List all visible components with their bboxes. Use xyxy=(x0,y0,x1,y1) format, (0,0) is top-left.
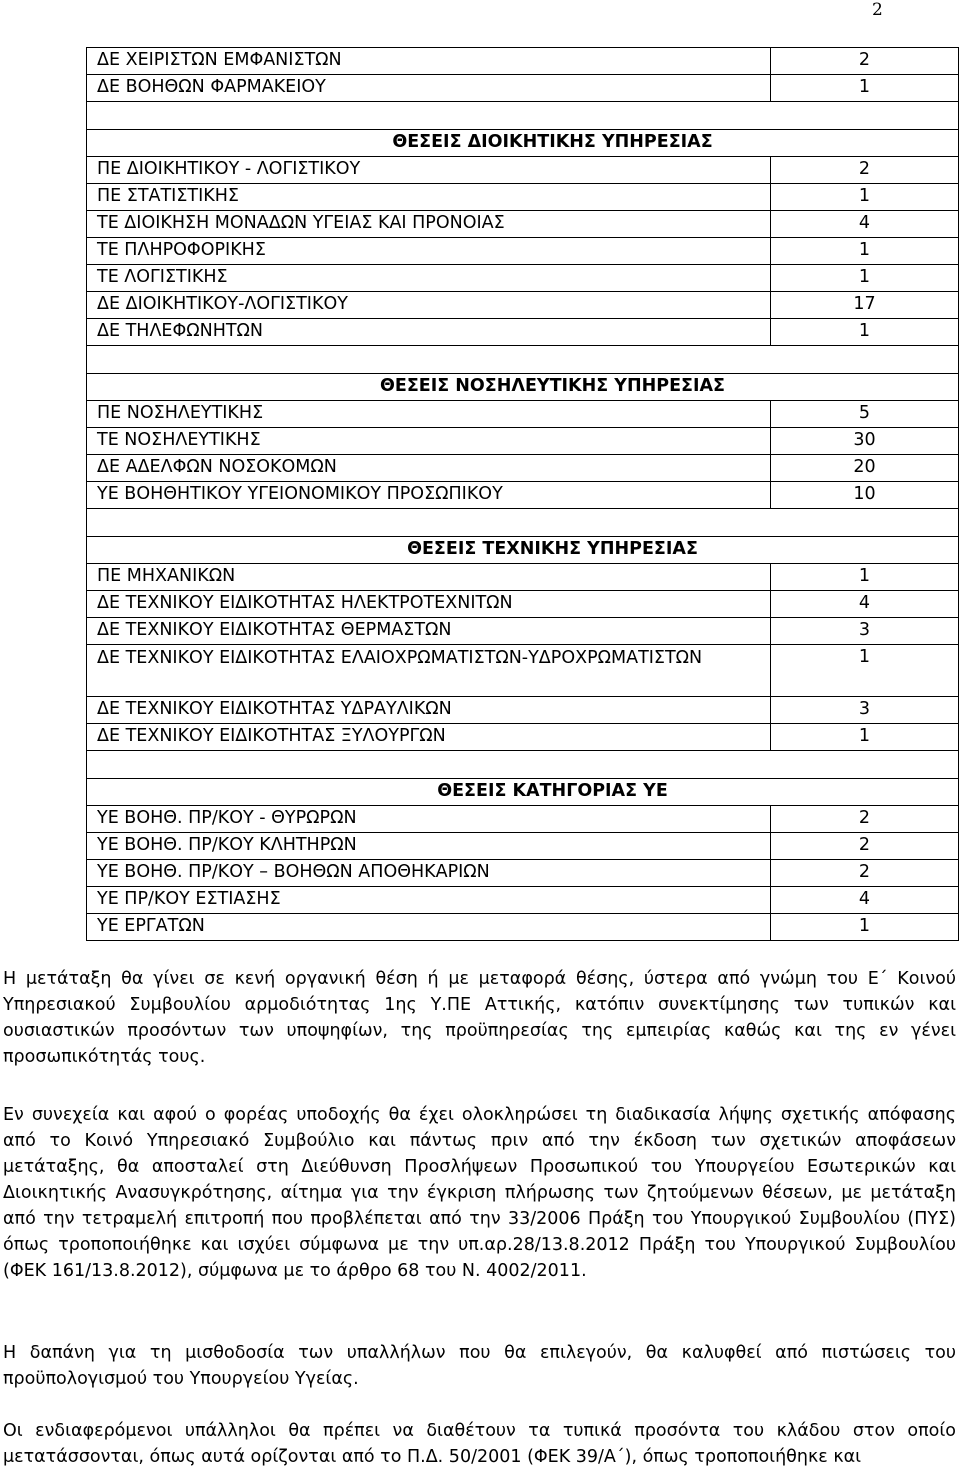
table-row xyxy=(87,887,959,914)
table-row xyxy=(87,319,959,346)
position-count: 1 xyxy=(771,724,959,751)
position-count: 1 xyxy=(771,645,959,697)
position-count: 17 xyxy=(771,292,959,319)
position-count: 2 xyxy=(771,48,959,75)
position-name: ΔΕ ΤΕΧΝΙΚΟΥ ΕΙΔΙΚΟΤΗΤΑΣ ΞΥΛΟΥΡΓΩΝ xyxy=(87,724,771,751)
position-count: 1 xyxy=(771,914,959,941)
table-row xyxy=(87,401,959,428)
position-name: ΥΕ ΒΟΗΘΗΤΙΚΟΥ ΥΓΕΙΟΝΟΜΙΚΟΥ ΠΡΟΣΩΠΙΚΟΥ xyxy=(87,482,771,509)
position-count: 3 xyxy=(771,697,959,724)
section-heading-row xyxy=(87,779,959,806)
position-name: ΤΕ ΔΙΟΙΚΗΣΗ ΜΟΝΑΔΩΝ ΥΓΕΙΑΣ ΚΑΙ ΠΡΟΝΟΙΑΣ xyxy=(87,211,771,238)
table-row xyxy=(87,211,959,238)
position-name: ΔΕ ΒΟΗΘΩΝ ΦΑΡΜΑΚΕΙΟΥ xyxy=(87,75,771,102)
position-count: 4 xyxy=(771,591,959,618)
table-row xyxy=(87,564,959,591)
section-heading-row xyxy=(87,374,959,401)
table-row xyxy=(87,238,959,265)
position-count: 5 xyxy=(771,401,959,428)
paragraph-approval-request: Εν συνεχεία και αφού ο φορέας υποδοχής θα έχει ολοκληρώσει τη διαδικασία λήψης σχετικής απόφασης από το Κοινό Υπηρεσιακό Συμβούλιο και πάντως πριν από την έκδοση των σχετικών αποφάσεων μετάταξης, θα αποσταλεί στη Διεύθυνση Προσλήψεων Προσωπικού του Υπουργείου Εσωτερικών και Διοικητικής Ανασυγκρότησης, αίτημα για την έγκριση πλήρωσης των ζητούμενων θέσεων, με μετάταξη από την τετραμελή επιτροπή που προβλέπεται από την 33/2006 Πράξη του Υπουργικού Συμβουλίου (ΠΥΣ) όπως τροποποιήθηκε και ισχύει σύμφωνα με την υπ.αρ.28/13.8.2012 Πράξη του Υπουργικού Συμβουλίου (ΦΕΚ 161/13.8.2012), σύμφωνα με το άρθρο 68 του Ν. 4002/2011. xyxy=(3,1105,956,1281)
paragraph-transfer-procedure: Η μετάταξη θα γίνει σε κενή οργανική θέση ή με μεταφορά θέσης, ύστερα από γνώμη του Ε΄ Κοινού Υπηρεσιακού Συμβουλίου αρμοδιότητας 1ης Υ.ΠΕ Αττικής, κατόπιν συνεκτίμησης των τυπικών και ουσιαστικών προσόντων των υποψηφίων, της προϋπηρεσίας της εμπειρίας καθώς και της εν γένει προσωπικότητάς τους. xyxy=(3,969,956,1067)
position-name: ΔΕ ΤΕΧΝΙΚΟΥ ΕΙΔΙΚΟΤΗΤΑΣ ΗΛΕΚΤΡΟΤΕΧΝΙΤΩΝ xyxy=(87,591,771,618)
table-row xyxy=(87,75,959,102)
table-row xyxy=(87,292,959,319)
position-count: 1 xyxy=(771,184,959,211)
position-count: 1 xyxy=(771,238,959,265)
position-count: 1 xyxy=(771,319,959,346)
table-row xyxy=(87,645,959,697)
table-row xyxy=(87,860,959,887)
position-count: 1 xyxy=(771,564,959,591)
position-name: ΔΕ ΧΕΙΡΙΣΤΩΝ ΕΜΦΑΝΙΣΤΩΝ xyxy=(87,48,771,75)
position-name: ΤΕ ΝΟΣΗΛΕΥΤΙΚΗΣ xyxy=(87,428,771,455)
spacer-row xyxy=(87,751,959,779)
table-row xyxy=(87,618,959,645)
position-name: ΠΕ ΝΟΣΗΛΕΥΤΙΚΗΣ xyxy=(87,401,771,428)
position-name: ΔΕ ΤΗΛΕΦΩΝΗΤΩΝ xyxy=(87,319,771,346)
position-name: ΥΕ ΒΟΗΘ. ΠΡ/ΚΟΥ - ΘΥΡΩΡΩΝ xyxy=(87,806,771,833)
position-name: ΤΕ ΛΟΓΙΣΤΙΚΗΣ xyxy=(87,265,771,292)
position-name: ΥΕ ΠΡ/ΚΟΥ ΕΣΤΙΑΣΗΣ xyxy=(87,887,771,914)
table-row xyxy=(87,482,959,509)
position-count: 4 xyxy=(771,211,959,238)
section-heading-ye: ΘΕΣΕΙΣ ΚΑΤΗΓΟΡΙΑΣ ΥΕ xyxy=(87,779,959,806)
position-name: ΔΕ ΤΕΧΝΙΚΟΥ ΕΙΔΙΚΟΤΗΤΑΣ ΕΛΑΙΟΧΡΩΜΑΤΙΣΤΩΝ-ΥΔΡΟΧΡΩΜΑΤΙΣΤΩΝ xyxy=(87,645,771,697)
position-name: ΠΕ ΜΗΧΑΝΙΚΩΝ xyxy=(87,564,771,591)
position-name: ΠΕ ΔΙΟΙΚΗΤΙΚΟΥ - ΛΟΓΙΣΤΙΚΟΥ xyxy=(87,157,771,184)
position-count: 2 xyxy=(771,860,959,887)
table-row xyxy=(87,428,959,455)
section-heading-row xyxy=(87,130,959,157)
spacer-row xyxy=(87,509,959,537)
position-name: ΥΕ ΕΡΓΑΤΩΝ xyxy=(87,914,771,941)
position-count: 2 xyxy=(771,833,959,860)
section-heading-row xyxy=(87,537,959,564)
table-row xyxy=(87,455,959,482)
table-row xyxy=(87,157,959,184)
position-name: ΥΕ ΒΟΗΘ. ΠΡ/ΚΟΥ – ΒΟΗΘΩΝ ΑΠΟΘΗΚΑΡΙΩΝ xyxy=(87,860,771,887)
paragraph-qualifications: Οι ενδιαφερόμενοι υπάλληλοι θα πρέπει να διαθέτουν τα τυπικά προσόντα του κλάδου στον οποίο μετατάσσονται, όπως αυτά ορίζονται από το Π.Δ. 50/2001 (ΦΕΚ 39/Α΄), όπως τροποποιήθηκε και xyxy=(3,1421,956,1467)
positions-table xyxy=(86,47,959,941)
position-name: ΤΕ ΠΛΗΡΟΦΟΡΙΚΗΣ xyxy=(87,238,771,265)
table-row xyxy=(87,806,959,833)
table-row xyxy=(87,833,959,860)
paragraph-payroll-cost: Η δαπάνη για τη μισθοδοσία των υπαλλήλων που θα επιλεγούν, θα καλυφθεί από πιστώσεις του προϋπολογισμού του Υπουργείου Υγείας. xyxy=(3,1343,956,1389)
position-name: ΔΕ ΔΙΟΙΚΗΤΙΚΟΥ-ΛΟΓΙΣΤΙΚΟΥ xyxy=(87,292,771,319)
position-name: ΔΕ ΑΔΕΛΦΩΝ ΝΟΣΟΚΟΜΩΝ xyxy=(87,455,771,482)
position-name: ΔΕ ΤΕΧΝΙΚΟΥ ΕΙΔΙΚΟΤΗΤΑΣ ΥΔΡΑΥΛΙΚΩΝ xyxy=(87,697,771,724)
section-heading-technical: ΘΕΣΕΙΣ ΤΕΧΝΙΚΗΣ ΥΠΗΡΕΣΙΑΣ xyxy=(87,537,959,564)
position-name: ΥΕ ΒΟΗΘ. ΠΡ/ΚΟΥ ΚΛΗΤΗΡΩΝ xyxy=(87,833,771,860)
section-heading-nursing: ΘΕΣΕΙΣ ΝΟΣΗΛΕΥΤΙΚΗΣ ΥΠΗΡΕΣΙΑΣ xyxy=(87,374,959,401)
position-count: 20 xyxy=(771,455,959,482)
position-name: ΠΕ ΣΤΑΤΙΣΤΙΚΗΣ xyxy=(87,184,771,211)
position-count: 4 xyxy=(771,887,959,914)
table-row xyxy=(87,184,959,211)
table-row xyxy=(87,724,959,751)
table-row xyxy=(87,265,959,292)
position-count: 3 xyxy=(771,618,959,645)
position-count: 10 xyxy=(771,482,959,509)
table-row xyxy=(87,48,959,75)
table-row xyxy=(87,697,959,724)
section-heading-admin: ΘΕΣΕΙΣ ΔΙΟΙΚΗΤΙΚΗΣ ΥΠΗΡΕΣΙΑΣ xyxy=(87,130,959,157)
spacer-row xyxy=(87,102,959,130)
position-count: 2 xyxy=(771,157,959,184)
position-count: 1 xyxy=(771,75,959,102)
page-number: 2 xyxy=(872,0,883,20)
table-row xyxy=(87,591,959,618)
spacer-row xyxy=(87,346,959,374)
table-row xyxy=(87,914,959,941)
position-name: ΔΕ ΤΕΧΝΙΚΟΥ ΕΙΔΙΚΟΤΗΤΑΣ ΘΕΡΜΑΣΤΩΝ xyxy=(87,618,771,645)
position-count: 30 xyxy=(771,428,959,455)
position-count: 2 xyxy=(771,806,959,833)
position-count: 1 xyxy=(771,265,959,292)
